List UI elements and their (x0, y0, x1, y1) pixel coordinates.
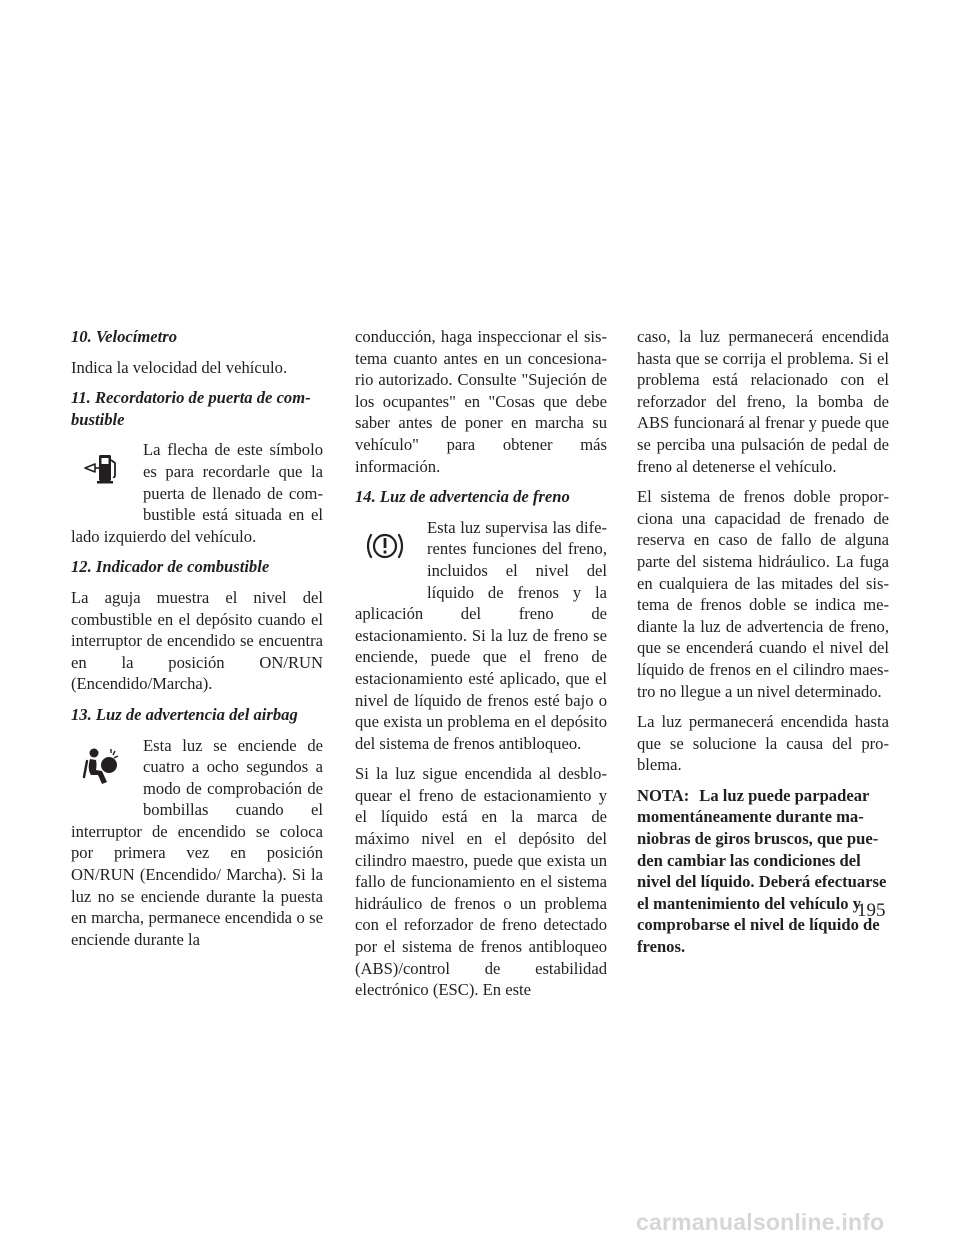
section-14-text-1: Esta luz supervisa las diferentes funciones del freno, incluidos el nivel del líquido de frenos y la aplicación del freno de estacionamiento. Si la luz de freno se enciende, puede que el freno de estacionamiento esté aplicado, que el nivel de líquido de frenos esté bajo o que exista un problema en el depósito del sistema de frenos antibloqueo. (355, 517, 607, 753)
section-10-heading: 10. Velocímetro (71, 327, 178, 346)
brake-warning-icon (355, 519, 415, 583)
section-14-text-2: Si la luz sigue encendida al desbloquear el freno de estacionamiento y el líquido está en la marca de máximo nivel en el depósito del cilindro maestro, puede que exista un fallo de funcionamiento en el sistema hidráulico de frenos o un problema con el reforzador de freno detectado por el sistema de frenos antibloqueo (ABS)/control de estabilidad electrónico (ESC). En este (355, 764, 607, 1000)
section-14-text-4: La luz permanecerá encendida hasta que se solucione la causa del problema. (637, 712, 889, 775)
column-3 (637, 326, 889, 967)
section-13-text: Esta luz se enciende de cuatro a ocho segundos a modo de comprobación de bombillas cuando el interruptor de encendido se coloca por primera vez en posición ON/RUN (Encendido/ Marcha). Si la luz no se enciende durante la puesta en marcha, permanece encendida o se enciende durante la (71, 735, 323, 949)
section-12-text: La aguja muestra el nivel del combustible en el depósito cuando el interruptor de encendido se encuentra en la posición ON/RUN (Encendido/Marcha). (71, 587, 323, 694)
section-14-text-2-continued: caso, la luz permanecerá encendida hasta que se corrija el problema. Si el problema está relacionado con el reforzador del freno, la bomba de ABS funcionará al frenar y puede que se perciba una pulsación de pedal de freno al detenerse el vehículo. (637, 327, 889, 476)
note-label: NOTA: (637, 785, 690, 805)
page-number: 195 (857, 900, 886, 921)
column-1 (71, 326, 323, 959)
note-text: La luz puede parpadear momentáneamente durante maniobras de giros bruscos, que pueden cambiar las condiciones del nivel del líquido. Deberá efectuarse el mantenimiento del vehículo y comprobarse el nivel de líquido de frenos. (637, 785, 887, 957)
section-14-text-3: El sistema de frenos doble proporciona una capacidad de frenado de reserva en caso de fallo de alguna parte del sistema hidráulico. La fuga en cualquiera de las mitades del sistema de frenos doble se indica mediante la luz de advertencia de freno, que se encenderá cuando el nivel del líquido de frenos en el cilindro maestro no llegue a un nivel determinado. (637, 487, 889, 701)
fuel-door-reminder-icon (71, 441, 131, 505)
watermark: carmanualsonline.info (636, 1209, 885, 1235)
column-2 (355, 326, 607, 1010)
section-13-text-continued: conducción, haga inspeccionar el sistema cuanto antes en un concesionario autorizado. Consulte "Sujeción de los ocupantes" en "Cosas que debe saber antes de poner en marcha su vehículo" para obtener más información. (355, 327, 607, 476)
airbag-warning-icon (71, 737, 131, 801)
section-12-heading: 12. Indicador de combustible (71, 557, 270, 577)
note-paragraph (637, 785, 889, 958)
section-11-heading: 11. Recordatorio de puerta de combustible (71, 388, 311, 429)
section-11-text: La flecha de este símbolo es para recordarle que la puerta de llenado de combustible está situada en el lado izquierdo del vehículo. (71, 440, 323, 546)
section-13-heading: 13. Luz de advertencia del airbag (71, 704, 298, 724)
section-14-heading: 14. Luz de advertencia de freno (355, 487, 570, 507)
section-10-text: Indica la velocidad del vehículo. (71, 357, 288, 377)
